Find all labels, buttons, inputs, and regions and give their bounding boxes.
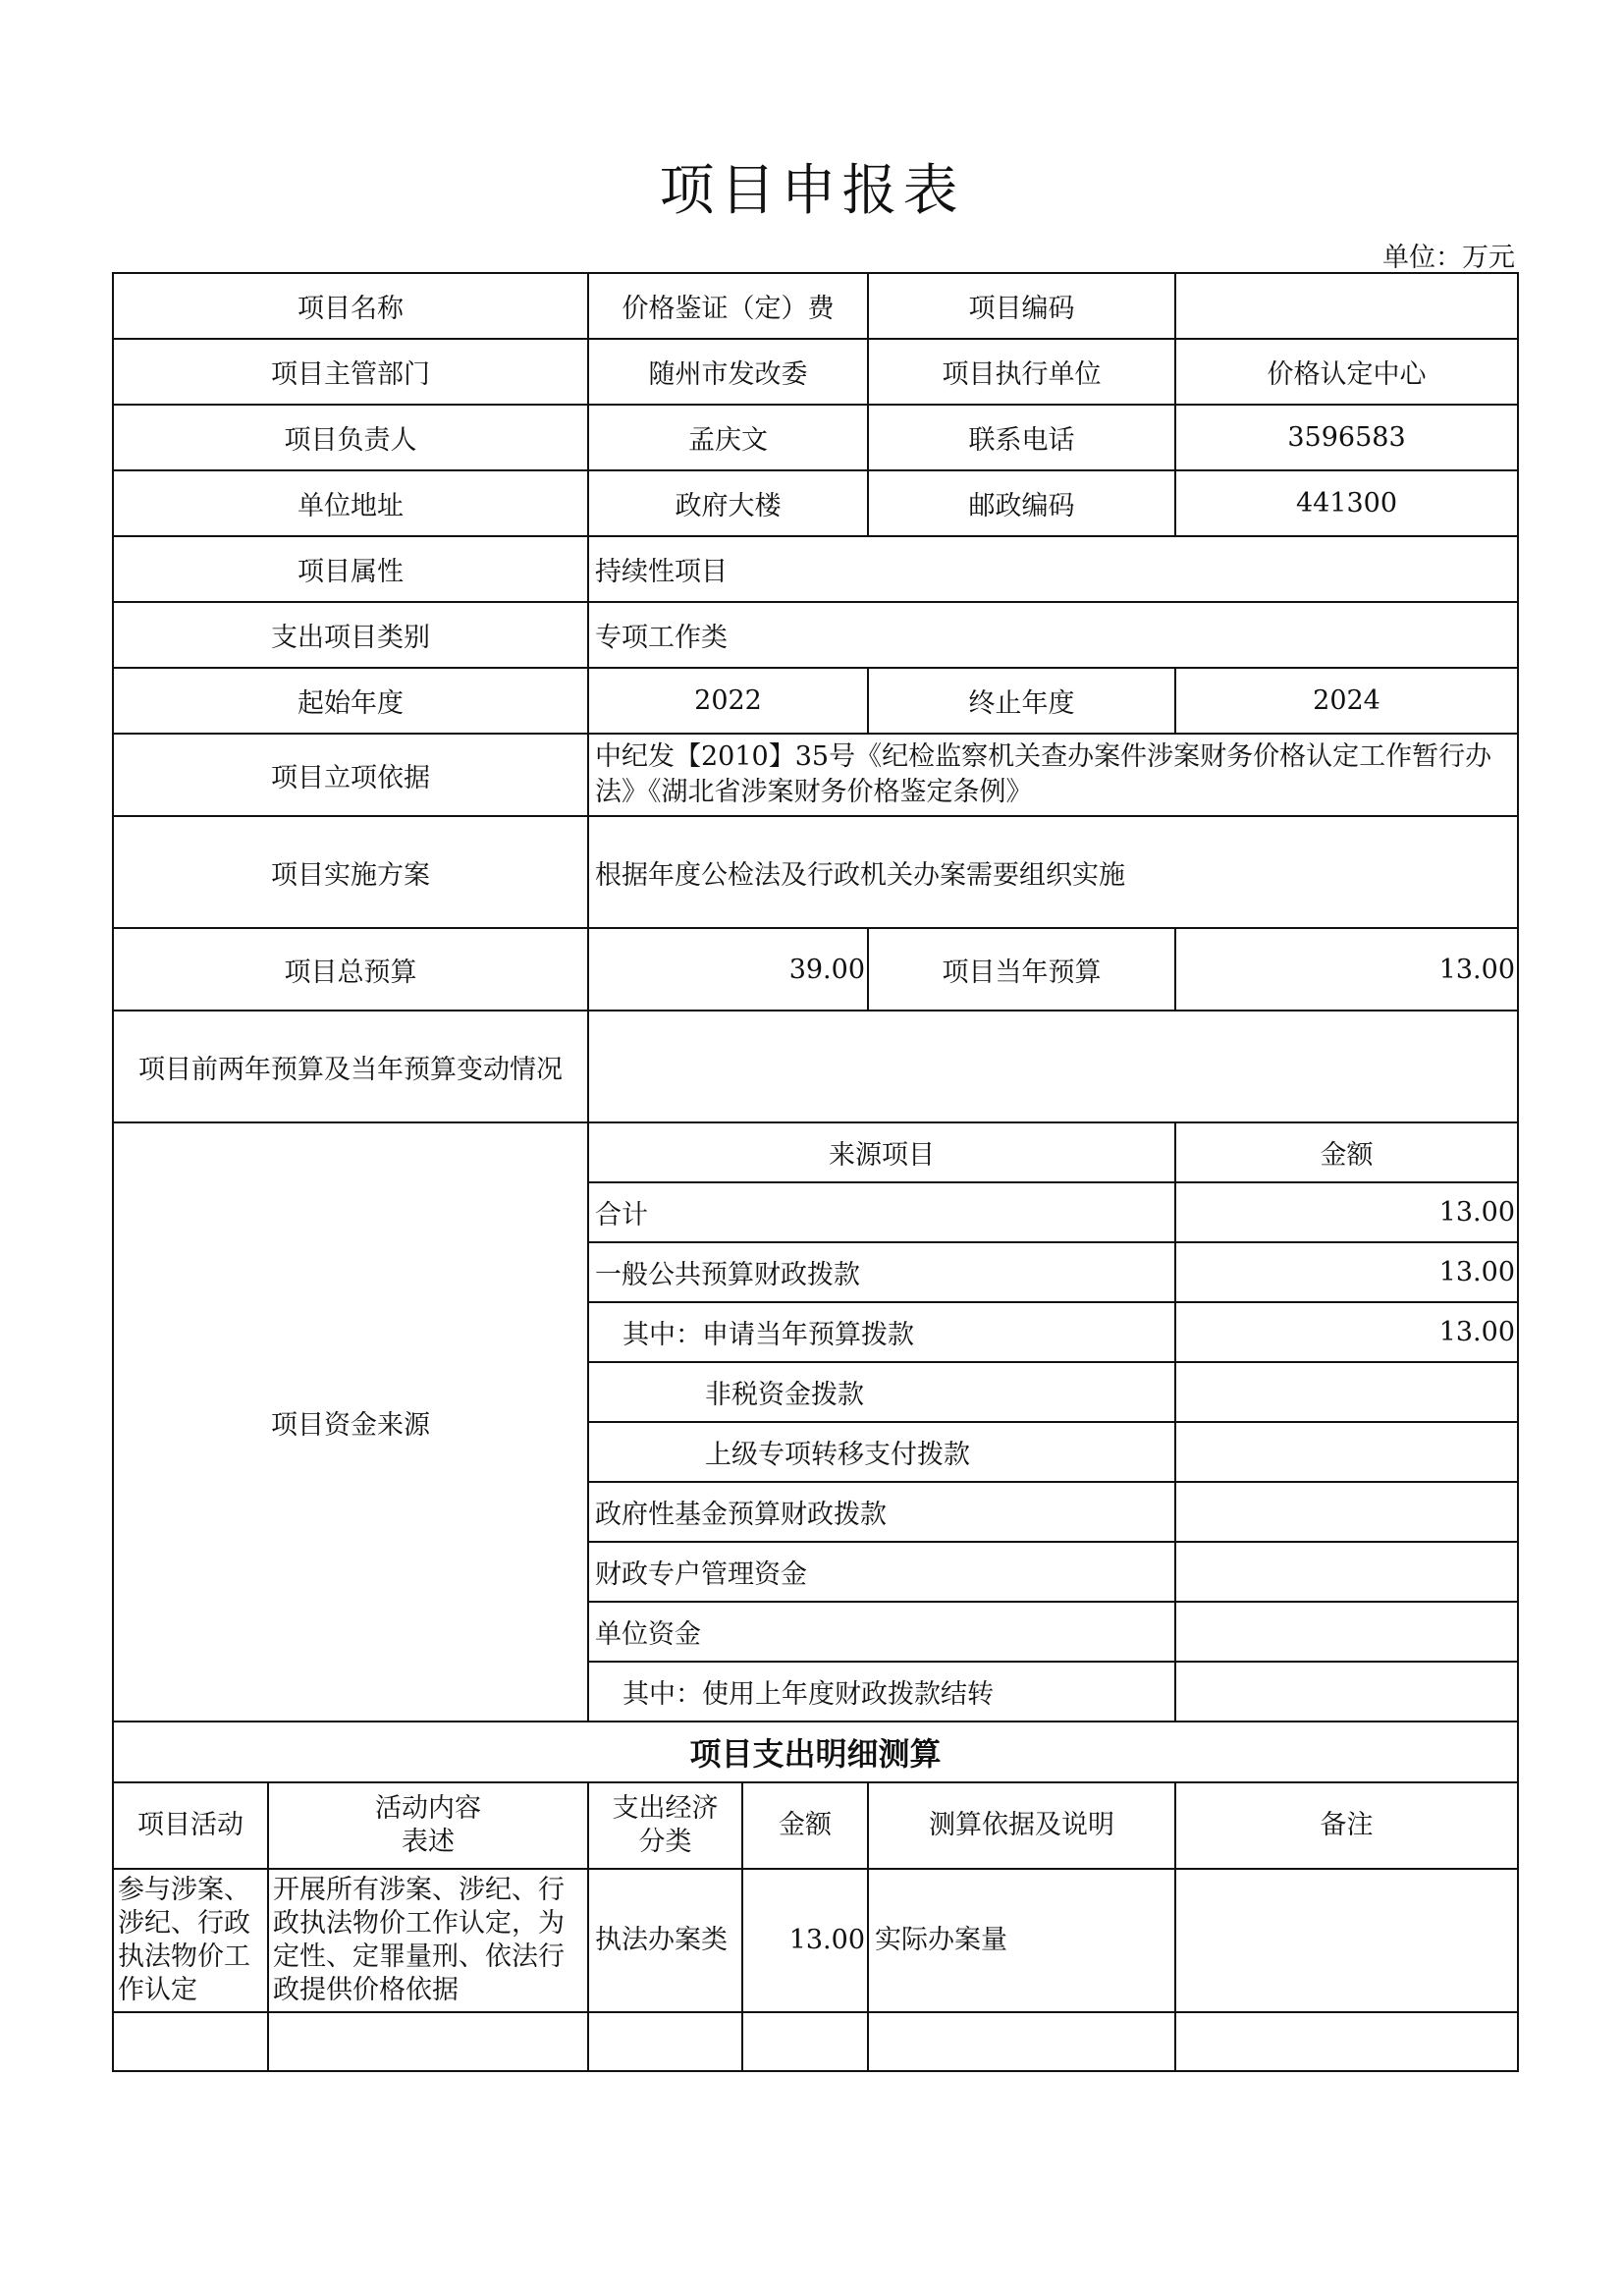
current-budget-label: 项目当年预算 [868, 928, 1175, 1011]
current-budget-value: 13.00 [1175, 928, 1518, 1011]
document-title: 项目申报表 [659, 159, 964, 223]
funding-item-name: 财政专户管理资金 [588, 1542, 1175, 1602]
plan-label: 项目实施方案 [113, 816, 588, 928]
zip-label: 邮政编码 [868, 470, 1175, 536]
funding-item-amount: 13.00 [1175, 1302, 1518, 1362]
phone-label: 联系电话 [868, 405, 1175, 470]
funding-item-amount [1175, 1422, 1518, 1482]
detail-econ [588, 2012, 742, 2071]
leader-value: 孟庆文 [588, 405, 868, 470]
detail-header-activity: 项目活动 [113, 1782, 268, 1869]
funding-item-amount [1175, 1482, 1518, 1542]
plan-value: 根据年度公检法及行政机关办案需要组织实施 [588, 816, 1518, 928]
detail-header-remark: 备注 [1175, 1782, 1518, 1869]
detail-header-econ-line2: 分类 [638, 1827, 692, 1857]
detail-econ: 执法办案类 [588, 1869, 742, 2012]
detail-header-content-line2: 表述 [402, 1827, 455, 1857]
budget-change-value [588, 1011, 1518, 1122]
detail-content: 开展所有涉案、涉纪、行政执法物价工作认定，为定性、定罪量刑、依法行政提供价格依据 [268, 1869, 588, 2012]
zip-value: 441300 [1175, 470, 1518, 536]
project-code-label: 项目编码 [868, 273, 1175, 339]
leader-label: 项目负责人 [113, 405, 588, 470]
funding-item-name: 其中：使用上年度财政拨款结转 [588, 1662, 1175, 1722]
funding-item-name: 一般公共预算财政拨款 [588, 1242, 1175, 1302]
category-value: 专项工作类 [588, 602, 1518, 668]
phone-value: 3596583 [1175, 405, 1518, 470]
project-name-label: 项目名称 [113, 273, 588, 339]
funding-item-name: 合计 [588, 1182, 1175, 1242]
funding-item-name: 上级专项转移支付拨款 [588, 1422, 1175, 1482]
detail-header-basis: 测算依据及说明 [868, 1782, 1175, 1869]
funding-item-name: 非税资金拨款 [588, 1362, 1175, 1422]
attribute-value: 持续性项目 [588, 536, 1518, 602]
end-year-value: 2024 [1175, 668, 1518, 734]
basis-value: 中纪发【2010】35号《纪检监察机关查办案件涉案财务价格认定工作暂行办法》《湖北省涉案财务价格鉴定条例》 [588, 734, 1518, 816]
category-label: 支出项目类别 [113, 602, 588, 668]
detail-activity: 参与涉案、涉纪、行政执法物价工作认定 [113, 1869, 268, 2012]
detail-basis: 实际办案量 [868, 1869, 1175, 2012]
project-application-table [112, 272, 1519, 2072]
end-year-label: 终止年度 [868, 668, 1175, 734]
budget-change-label: 项目前两年预算及当年预算变动情况 [113, 1011, 588, 1122]
attribute-label: 项目属性 [113, 536, 588, 602]
funding-item-amount [1175, 1602, 1518, 1662]
funding-item-amount [1175, 1662, 1518, 1722]
exec-unit-value: 价格认定中心 [1175, 339, 1518, 405]
address-label: 单位地址 [113, 470, 588, 536]
detail-header-content [268, 1782, 588, 1869]
project-name-value: 价格鉴证（定）费 [588, 273, 868, 339]
dept-value: 随州市发改委 [588, 339, 868, 405]
unit-label: 单位：万元 [1382, 243, 1515, 273]
funding-item-amount: 13.00 [1175, 1242, 1518, 1302]
basis-label: 项目立项依据 [113, 734, 588, 816]
dept-label: 项目主管部门 [113, 339, 588, 405]
detail-remark [1175, 2012, 1518, 2071]
detail-section-title: 项目支出明细测算 [113, 1722, 1518, 1782]
detail-amount: 13.00 [742, 1869, 868, 2012]
total-budget-label: 项目总预算 [113, 928, 588, 1011]
start-year-label: 起始年度 [113, 668, 588, 734]
detail-header-amount: 金额 [742, 1782, 868, 1869]
project-code-value [1175, 273, 1518, 339]
funding-header-amount: 金额 [1175, 1122, 1518, 1182]
start-year-value: 2022 [588, 668, 868, 734]
funding-item-amount [1175, 1542, 1518, 1602]
detail-header-content-line1: 活动内容 [375, 1793, 481, 1824]
detail-activity [113, 2012, 268, 2071]
detail-content [268, 2012, 588, 2071]
exec-unit-label: 项目执行单位 [868, 339, 1175, 405]
address-value: 政府大楼 [588, 470, 868, 536]
funding-item-name: 政府性基金预算财政拨款 [588, 1482, 1175, 1542]
funding-source-label: 项目资金来源 [113, 1122, 588, 1722]
detail-remark [1175, 1869, 1518, 2012]
detail-header-econ [588, 1782, 742, 1869]
total-budget-value: 39.00 [588, 928, 868, 1011]
detail-header-econ-line1: 支出经济 [612, 1793, 719, 1824]
funding-item-amount: 13.00 [1175, 1182, 1518, 1242]
detail-basis [868, 2012, 1175, 2071]
funding-item-amount [1175, 1362, 1518, 1422]
funding-item-name: 其中：申请当年预算拨款 [588, 1302, 1175, 1362]
detail-amount [742, 2012, 868, 2071]
funding-header-source: 来源项目 [588, 1122, 1175, 1182]
funding-item-name: 单位资金 [588, 1602, 1175, 1662]
